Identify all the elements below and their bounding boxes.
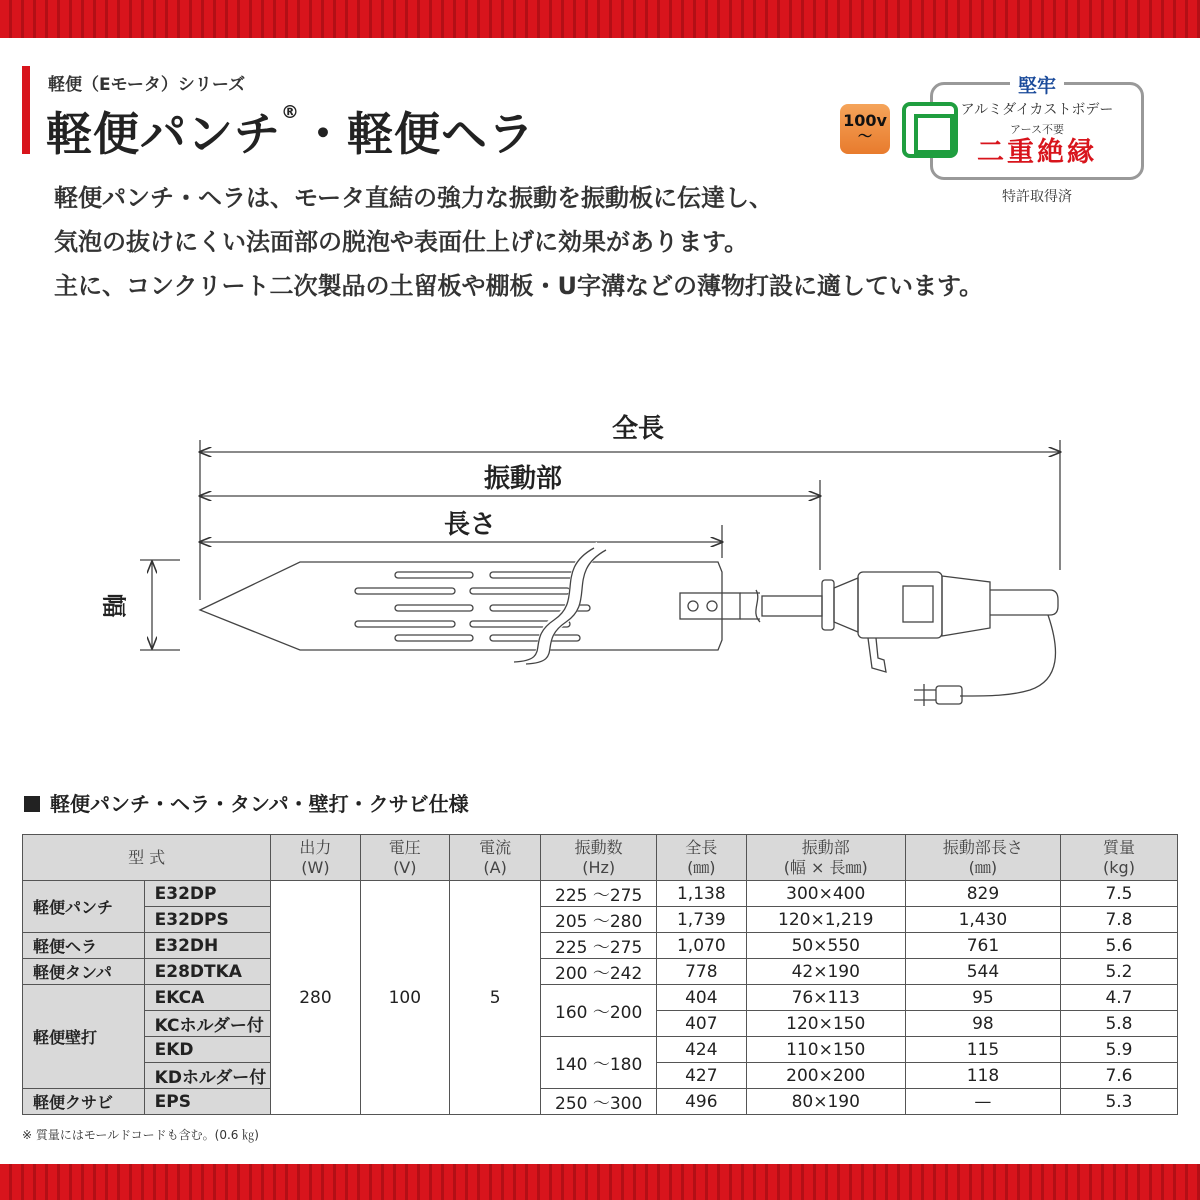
plug-body	[936, 686, 962, 704]
handle	[990, 590, 1058, 615]
model-cell: KCホルダー付	[144, 1011, 271, 1037]
group-punch: 軽便パンチ	[23, 881, 145, 933]
header-current: 電流 (A)	[449, 835, 540, 881]
group-tampa: 軽便タンパ	[23, 959, 145, 985]
vlen-cell: 95	[905, 985, 1060, 1011]
group-kabeuchi: 軽便壁打	[23, 985, 145, 1089]
model-cell: E32DP	[144, 881, 271, 907]
mass-cell: 5.9	[1060, 1037, 1177, 1063]
vlen-cell: 98	[905, 1011, 1060, 1037]
spec-heading-text: 軽便パンチ・ヘラ・タンパ・壁打・クサビ仕様	[50, 792, 469, 816]
model-cell: E32DH	[144, 933, 271, 959]
description-line-3: 主に、コンクリート二次製品の土留板や棚板・U字溝などの薄物打設に適しています。	[54, 272, 984, 300]
vlen-cell: 829	[905, 881, 1060, 907]
vib-cell: 42×190	[746, 959, 905, 985]
model-cell: E28DTKA	[144, 959, 271, 985]
freq-cell: 160 〜200	[541, 985, 657, 1037]
vib-cell: 80×190	[746, 1089, 905, 1115]
total-cell: 1,070	[657, 933, 747, 959]
total-cell: 407	[657, 1011, 747, 1037]
cert-line-body: アルミダイカストボデー	[960, 102, 1114, 118]
header-mass: 質量 (kg)	[1060, 835, 1177, 881]
vibrating-part-label: 振動部	[484, 464, 563, 494]
mass-cell: 7.5	[1060, 881, 1177, 907]
mass-cell: 5.8	[1060, 1011, 1177, 1037]
square-bullet-icon	[24, 796, 40, 812]
title-main: 軽便パンチ	[46, 107, 281, 161]
description-line-2: 気泡の抜けにくい法面部の脱泡や表面仕上げに効果があります。	[54, 228, 749, 256]
series-label: 軽便（Eモータ）シリーズ	[48, 75, 246, 95]
ac-wave-icon: 〜	[858, 129, 872, 145]
total-cell: 778	[657, 959, 747, 985]
freq-cell: 225 〜275	[541, 933, 657, 959]
output-cell: 280	[271, 881, 360, 1115]
table-row	[23, 985, 1178, 1011]
motor-shaft	[762, 596, 822, 616]
double-insulation-certification	[930, 75, 1144, 180]
current-cell: 5	[449, 881, 540, 1115]
blade-outline	[200, 562, 722, 650]
diagram-svg	[0, 400, 1200, 740]
registered-mark: ®	[281, 102, 300, 123]
mass-cell: 5.6	[1060, 933, 1177, 959]
total-cell: 404	[657, 985, 747, 1011]
model-cell: KDホルダー付	[144, 1063, 271, 1089]
title-accent-bar	[22, 66, 30, 154]
model-cell: E32DPS	[144, 907, 271, 933]
freq-cell: 250 〜300	[541, 1089, 657, 1115]
table-row	[23, 881, 1178, 907]
cert-heading: 堅牢	[1010, 75, 1064, 97]
cert-line-earth: アース不要	[1009, 123, 1065, 136]
double-insulation-icon	[902, 102, 958, 158]
vib-cell: 300×400	[746, 881, 905, 907]
total-cell: 496	[657, 1089, 747, 1115]
table-row	[23, 1089, 1178, 1115]
patent-label: 特許取得済	[1002, 189, 1072, 205]
flange	[822, 580, 834, 630]
mass-cell: 5.3	[1060, 1089, 1177, 1115]
table-row	[23, 1037, 1178, 1063]
motor-window	[903, 586, 933, 622]
vlen-cell: 115	[905, 1037, 1060, 1063]
vib-cell: 120×1,219	[746, 907, 905, 933]
voltage-cell: 100	[360, 881, 449, 1115]
model-cell: EKCA	[144, 985, 271, 1011]
width-label: 幅	[99, 593, 128, 618]
table-row	[23, 933, 1178, 959]
vlen-cell: 118	[905, 1063, 1060, 1089]
vlen-cell: —	[905, 1089, 1060, 1115]
group-hera: 軽便ヘラ	[23, 933, 145, 959]
spec-header-row	[23, 835, 1178, 881]
vlen-cell: 1,430	[905, 907, 1060, 933]
header-vibrating-length: 振動部長さ (㎜)	[905, 835, 1060, 881]
voltage-badge	[840, 104, 890, 154]
vlen-cell: 544	[905, 959, 1060, 985]
vib-cell: 110×150	[746, 1037, 905, 1063]
cord	[960, 615, 1055, 696]
table-row	[23, 959, 1178, 985]
motor-body	[858, 572, 942, 638]
total-cell: 1,739	[657, 907, 747, 933]
hook	[868, 638, 886, 672]
footnote: ※ 質量にはモールドコードも含む。(0.6 ㎏)	[22, 1128, 259, 1142]
freq-cell: 205 〜280	[541, 907, 657, 933]
freq-cell: 140 〜180	[541, 1037, 657, 1089]
plug-prongs	[914, 690, 936, 700]
header-voltage: 電圧 (V)	[360, 835, 449, 881]
bottom-stripe	[0, 1164, 1200, 1200]
vib-cell: 200×200	[746, 1063, 905, 1089]
total-cell: 427	[657, 1063, 747, 1089]
total-cell: 1,138	[657, 881, 747, 907]
total-cell: 424	[657, 1037, 747, 1063]
header-vibrating-part: 振動部 (幅 × 長㎜)	[746, 835, 905, 881]
model-cell: EPS	[144, 1089, 271, 1115]
model-cell: EKD	[144, 1037, 271, 1063]
spec-heading	[24, 788, 469, 817]
mass-cell: 5.2	[1060, 959, 1177, 985]
mass-cell: 4.7	[1060, 985, 1177, 1011]
header-frequency: 振動数 (Hz)	[541, 835, 657, 881]
freq-cell: 200 〜242	[541, 959, 657, 985]
spec-table	[22, 834, 1178, 1115]
total-length-label: 全長	[612, 414, 665, 444]
shaft-clamp	[680, 593, 740, 619]
header-output: 出力 (W)	[271, 835, 360, 881]
vib-cell: 120×150	[746, 1011, 905, 1037]
header-total-length: 全長 (㎜)	[657, 835, 747, 881]
description	[54, 176, 1154, 308]
table-row	[23, 907, 1178, 933]
product-diagram	[0, 400, 1200, 740]
page-title	[46, 98, 535, 164]
description-line-1: 軽便パンチ・ヘラは、モータ直結の強力な振動を振動板に伝達し、	[54, 184, 774, 212]
vib-cell: 50×550	[746, 933, 905, 959]
cert-line-insulation: 二重絶縁	[977, 137, 1097, 168]
header-model: 型 式	[23, 835, 271, 881]
top-stripe	[0, 0, 1200, 38]
mass-cell: 7.6	[1060, 1063, 1177, 1089]
motor-rear	[942, 576, 990, 636]
vlen-cell: 761	[905, 933, 1060, 959]
length-label: 長さ	[444, 510, 497, 540]
mass-cell: 7.8	[1060, 907, 1177, 933]
title-rest: ・軽便ヘラ	[300, 107, 535, 161]
vib-cell: 76×113	[746, 985, 905, 1011]
voltage-badge-text: 100v	[843, 111, 887, 130]
freq-cell: 225 〜275	[541, 881, 657, 907]
group-kusabi: 軽便クサビ	[23, 1089, 145, 1115]
